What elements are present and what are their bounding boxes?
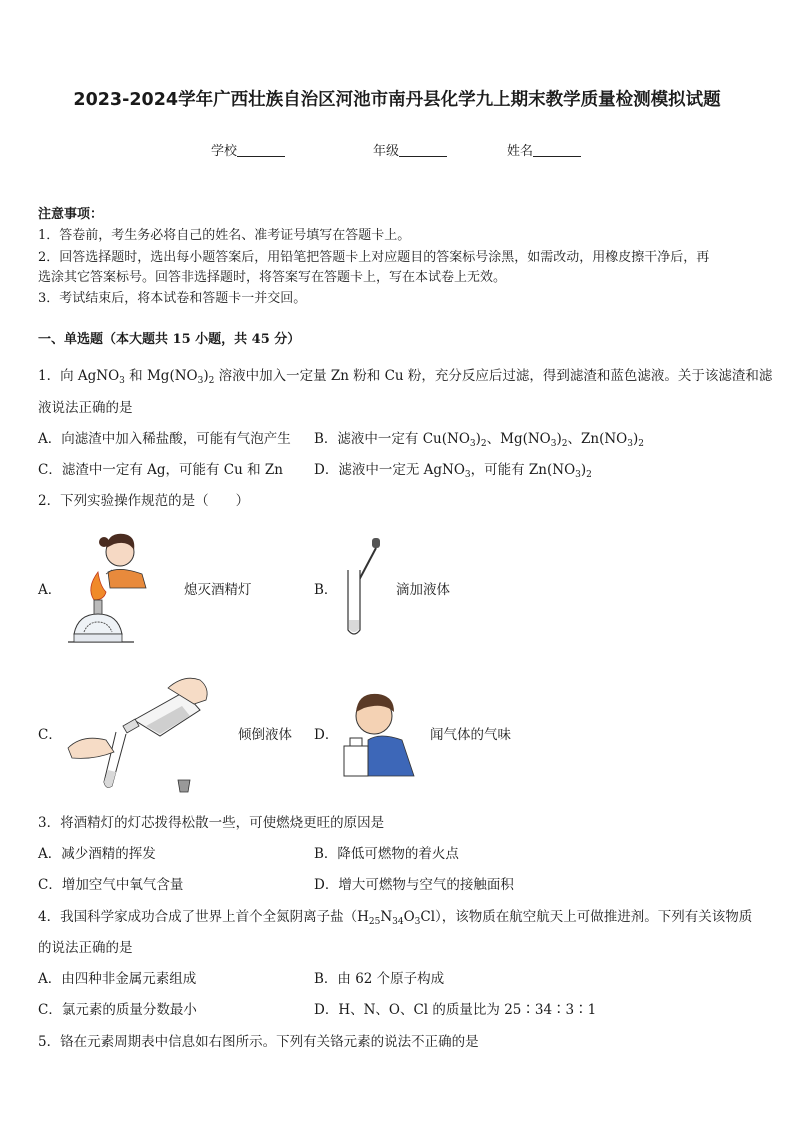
- dropper-test-tube-figure: [338, 536, 398, 640]
- q2-option-b-text: 滴加液体: [396, 582, 450, 598]
- name-label: 姓名: [507, 144, 534, 159]
- q2-option-a-label: A．: [38, 582, 62, 598]
- notes-item-2-cont: 选涂其它答案标号。回答非选择题时，将答案写在答题卡上，写在本试卷上无效。: [38, 270, 507, 285]
- q2-option-a-text: 熄灭酒精灯: [184, 582, 252, 598]
- q1-stem-cont: 液说法正确的是: [38, 400, 133, 416]
- notes-item-3: 3．考试结束后，将本试卷和答题卡一并交回。: [38, 291, 307, 306]
- q2-option-d-text: 闻气体的气味: [430, 727, 511, 743]
- name-field: [507, 140, 581, 159]
- name-blank: [533, 142, 581, 157]
- notes-item-1: 1．答卷前，考生务必将自己的姓名、准考证号填写在答题卡上。: [38, 228, 411, 243]
- notes-item-2: 2．回答选择题时，选出每小题答案后，用铅笔把答题卡上对应题目的答案标号涂黑，如需改动，用橡皮擦干净后，再: [38, 250, 710, 265]
- q4-option-c: C．氯元素的质量分数最小: [38, 1002, 197, 1018]
- q2-stem: 2．下列实验操作规范的是（ ）: [38, 493, 250, 509]
- q2-option-d-label: D．: [314, 727, 339, 743]
- school-label: 学校: [211, 144, 238, 159]
- section-heading: 一、单选题（本大题共 15 小题，共 45 分）: [38, 332, 301, 347]
- blow-out-lamp-figure: [64, 522, 158, 657]
- page-title: 2023-2024学年广西壮族自治区河池市南丹县化学九上期末教学质量检测模拟试题: [73, 90, 721, 110]
- q3-option-d: D．增大可燃物与空气的接触面积: [314, 877, 514, 893]
- notes-heading: 注意事项：: [38, 207, 104, 222]
- q4-option-a: A．由四种非金属元素组成: [38, 971, 197, 987]
- school-blank: [237, 142, 285, 157]
- grade-blank: [399, 142, 447, 157]
- q4-stem: 4．我国科学家成功合成了世界上首个全氮阴离子盐$(H_{25}N_{34}O_3Cl)$，该物质在航空航天上可做推进剂。下列有关该物质: [38, 909, 753, 927]
- q2-option-c-text: 倾倒液体: [238, 727, 292, 743]
- q1-option-b: B．滤液中一定有 $Cu(NO_3)_2$、$Mg(NO_3)_2$、$Zn(NO_3)_2$: [314, 431, 644, 449]
- grade-field: [373, 140, 447, 159]
- q1-stem: 1．向 AgNO$_3$ 和 $Mg(NO_3)_2$ 溶液中加入一定量 Zn 粉和 Cu 粉，充分反应后过滤，得到滤渣和蓝色滤液。关于该滤渣和滤: [38, 368, 773, 386]
- q5-stem: 5．铬在元素周期表中信息如右图所示。下列有关铬元素的说法不正确的是: [38, 1034, 479, 1050]
- q3-option-a: A．减少酒精的挥发: [38, 846, 156, 862]
- q2-option-c-label: C．: [38, 727, 62, 743]
- smell-gas-figure: [340, 684, 420, 780]
- q4-stem-cont: 的说法正确的是: [38, 940, 133, 956]
- q3-option-b: B．降低可燃物的着火点: [314, 846, 459, 862]
- q1-option-d: D．滤液中一定无 AgNO$_3$，可能有 $Zn(NO_3)_2$: [314, 462, 592, 480]
- q1-option-c: C．滤渣中一定有 Ag，可能有 Cu 和 Zn: [38, 462, 283, 478]
- q4-option-b: B．由 62 个原子构成: [314, 971, 445, 987]
- q3-stem: 3．将酒精灯的灯芯拨得松散一些，可使燃烧更旺的原因是: [38, 815, 385, 831]
- q4-option-d: D．H、N、O、Cl 的质量比为 25∶34∶3∶1: [314, 1002, 597, 1018]
- grade-label: 年级: [373, 144, 400, 159]
- q3-option-c: C．增加空气中氧气含量: [38, 877, 184, 893]
- q2-option-b-label: B．: [314, 582, 338, 598]
- school-field: [211, 140, 285, 159]
- pour-liquid-figure: [64, 670, 214, 800]
- q1-option-a: A．向滤渣中加入稀盐酸，可能有气泡产生: [38, 431, 291, 447]
